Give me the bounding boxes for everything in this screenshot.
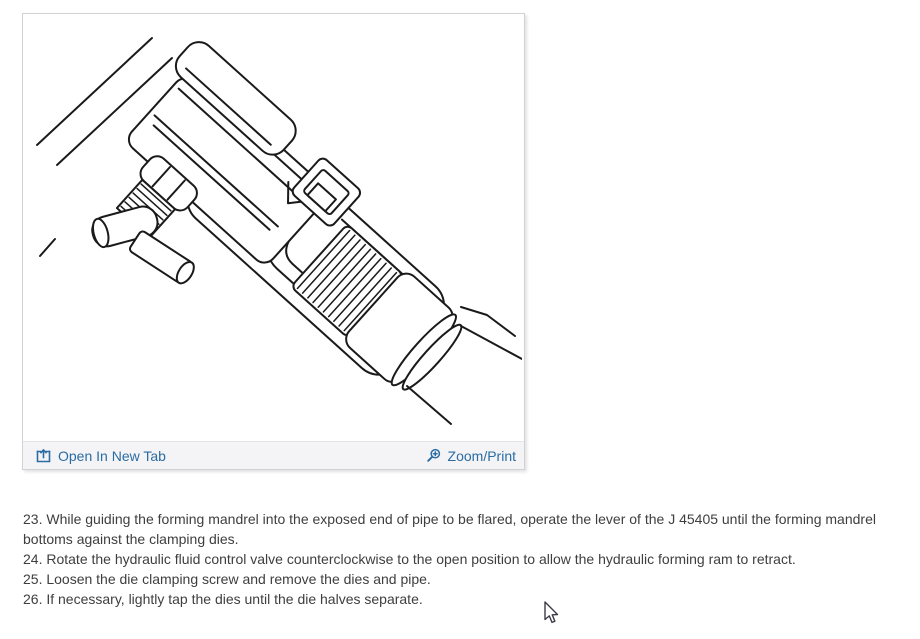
flaring-tool-illustration [23,14,522,439]
instruction-step: 26. If necessary, lightly tap the dies until the die halves separate. [23,591,423,607]
instruction-step: 23. While guiding the forming mandrel into the exposed end of pipe to be flared, operate the lever of the J 45405 until the forming mandrel bottoms against the clamping dies. [23,511,876,547]
open-in-new-tab-icon [36,448,51,463]
zoom-print-link[interactable] [426,448,516,464]
open-in-new-tab-link[interactable] [36,448,166,464]
figure-area [23,14,524,441]
instruction-step: 24. Rotate the hydraulic fluid control valve counterclockwise to the open position to allow the hydraulic forming ram to retract. [23,551,796,567]
open-in-new-tab-label: Open In New Tab [58,447,166,464]
zoom-in-icon [426,448,441,463]
figure-panel [22,13,525,470]
zoom-print-label: Zoom/Print [447,447,516,464]
pipe-stub [128,230,197,286]
instruction-steps [23,509,892,609]
panel-footer [23,441,524,469]
instruction-step: 25. Loosen the die clamping screw and remove the dies and pipe. [23,571,431,587]
